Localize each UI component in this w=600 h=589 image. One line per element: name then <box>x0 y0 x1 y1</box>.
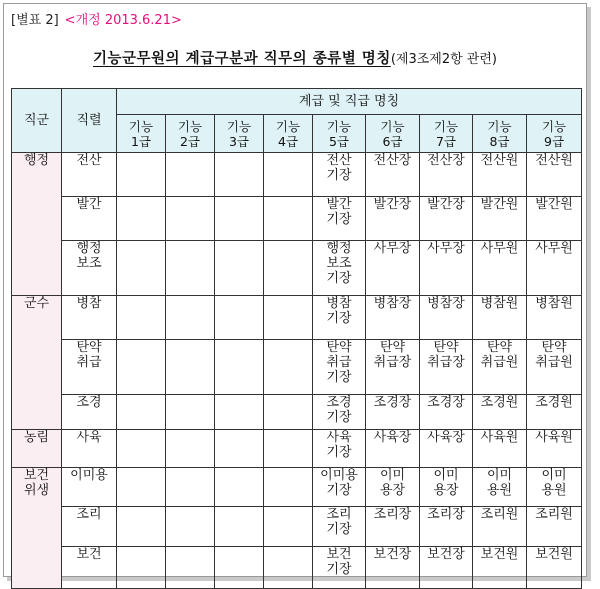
rank-line: 보건 <box>76 547 102 562</box>
grade-7-line: 탄약 <box>433 340 459 355</box>
empty-grade-cell <box>264 197 313 241</box>
category-line: 군수 <box>23 296 50 311</box>
grade-9-cell <box>527 507 582 547</box>
header-grade-5 <box>313 115 366 153</box>
grade-9-line: 보건원 <box>535 547 573 562</box>
grade-8-line: 취급원 <box>480 355 519 370</box>
grade-8-cell <box>473 241 527 296</box>
category-line: 보건 <box>23 468 50 483</box>
table-row <box>12 296 582 340</box>
empty-grade-cell <box>264 507 313 547</box>
header-grade-3 <box>215 115 264 153</box>
empty-grade-cell <box>117 395 166 430</box>
grade-9-cell <box>527 241 582 296</box>
grade-9-cell <box>527 340 582 395</box>
grade-8-cell <box>473 296 527 340</box>
table-row <box>12 430 582 468</box>
rank-line: 취급 <box>76 355 102 370</box>
grade-5-line: 행정 <box>326 241 352 256</box>
grade-5-cell <box>313 507 366 547</box>
grade-2-line1: 기능 <box>177 118 203 134</box>
grade-8-line: 보건원 <box>480 547 519 562</box>
grade-6-line: 용장 <box>379 483 406 498</box>
grade-8-cell <box>473 340 527 395</box>
header-grade-6 <box>366 115 420 153</box>
grade-5-line: 사육 <box>326 430 352 445</box>
empty-grade-cell <box>215 197 264 241</box>
grade-9-cell <box>527 153 582 197</box>
rank-line: 행정 <box>76 241 102 256</box>
table-body <box>12 153 582 589</box>
empty-grade-cell <box>117 296 166 340</box>
rank-line: 발간 <box>76 197 102 212</box>
empty-grade-cell <box>166 547 215 589</box>
grade-6-line: 조리장 <box>373 507 412 522</box>
grade-7-line: 전산장 <box>427 153 465 168</box>
grade-6-line: 전산장 <box>373 153 412 168</box>
grade-9-line: 사육원 <box>535 430 573 445</box>
empty-grade-cell <box>215 430 264 468</box>
grade-7-line: 조리장 <box>427 507 465 522</box>
grade-5-line: 보조 <box>326 256 352 271</box>
grade-8-line: 조경원 <box>480 395 519 410</box>
rank-cell <box>62 340 117 395</box>
grade-6-cell <box>366 296 420 340</box>
rank-cell <box>62 547 117 589</box>
empty-grade-cell <box>117 547 166 589</box>
grade-7-line2: 7급 <box>435 133 457 149</box>
grade-7-cell <box>420 197 473 241</box>
grade-6-cell <box>366 430 420 468</box>
grade-9-line2: 9급 <box>544 133 565 149</box>
grade-9-line: 조경원 <box>535 395 573 410</box>
grade-3-line2: 3급 <box>228 133 250 149</box>
grade-7-cell <box>420 340 473 395</box>
grade-7-cell <box>420 507 473 547</box>
header-grade-2 <box>166 115 215 153</box>
grade-5-cell <box>313 197 366 241</box>
rank-cell <box>62 153 117 197</box>
grade-6-line2: 6급 <box>382 133 403 149</box>
grade-4-line1: 기능 <box>275 118 301 134</box>
rank-cell <box>62 468 117 507</box>
empty-grade-cell <box>166 153 215 197</box>
grade-8-line: 탄약 <box>486 340 513 355</box>
grade-5-line: 기장 <box>326 445 352 460</box>
grade-5-line: 기장 <box>326 370 352 385</box>
grade-7-cell <box>420 241 473 296</box>
grade-7-cell <box>420 395 473 430</box>
empty-grade-cell <box>117 153 166 197</box>
rank-cell <box>62 395 117 430</box>
rank-cell <box>62 430 117 468</box>
rank-line: 탄약 <box>76 340 102 355</box>
table-row <box>12 547 582 589</box>
empty-grade-cell <box>117 507 166 547</box>
rank-line: 보조 <box>76 256 102 271</box>
grade-9-cell <box>527 197 582 241</box>
grade-5-line1: 기능 <box>326 118 352 134</box>
grade-5-line: 병참 <box>326 296 352 311</box>
grade-8-line: 병참원 <box>480 296 519 311</box>
grade-7-cell <box>420 468 473 507</box>
grade-5-line: 기장 <box>326 483 352 498</box>
rank-line: 병참 <box>76 296 102 311</box>
header-rank: 직렬 <box>62 89 117 153</box>
grade-5-line: 보건 <box>326 547 352 562</box>
header-category: 직군 <box>12 89 62 153</box>
empty-grade-cell <box>166 197 215 241</box>
grade-5-cell <box>313 340 366 395</box>
attachment-header <box>11 9 182 28</box>
grade-3-line1: 기능 <box>226 118 252 134</box>
grade-7-line: 취급장 <box>427 355 465 370</box>
grade-8-line: 조리원 <box>480 507 519 522</box>
empty-grade-cell <box>215 468 264 507</box>
rank-cell <box>62 241 117 296</box>
grade-9-line: 사무원 <box>535 241 573 256</box>
grade-6-line: 조경장 <box>373 395 412 410</box>
grade-7-line: 보건장 <box>427 547 465 562</box>
grade-6-line: 탄약 <box>379 340 406 355</box>
rank-cell <box>62 296 117 340</box>
empty-grade-cell <box>264 153 313 197</box>
grade-5-line: 기장 <box>326 410 352 425</box>
rank-line: 이미용 <box>70 468 108 483</box>
table-row <box>12 241 582 296</box>
empty-grade-cell <box>264 468 313 507</box>
grade-6-cell <box>366 507 420 547</box>
empty-grade-cell <box>215 340 264 395</box>
empty-grade-cell <box>166 395 215 430</box>
grade-7-line: 사육장 <box>427 430 465 445</box>
grade-1-line1: 기능 <box>128 118 154 134</box>
grade-5-line2: 5급 <box>328 133 350 149</box>
grade-9-line: 병참원 <box>535 296 573 311</box>
grade-7-line1: 기능 <box>433 118 459 134</box>
grade-8-line2: 8급 <box>489 133 510 149</box>
grade-9-cell <box>527 296 582 340</box>
grade-6-cell <box>366 153 420 197</box>
grade-8-line: 이미 <box>486 468 513 483</box>
grade-9-line: 용원 <box>541 483 567 498</box>
grade-6-cell <box>366 340 420 395</box>
empty-grade-cell <box>215 241 264 296</box>
grade-6-cell <box>366 468 420 507</box>
table-row <box>12 468 582 507</box>
rank-line: 사육 <box>76 430 102 445</box>
empty-grade-cell <box>166 468 215 507</box>
rank-line: 조리 <box>76 507 102 522</box>
grade-8-line: 사무원 <box>480 241 519 256</box>
category-cell <box>12 430 62 468</box>
empty-grade-cell <box>264 340 313 395</box>
revision-note: <개정 2013.6.21> <box>64 13 182 28</box>
grade-9-line: 조리원 <box>535 507 573 522</box>
grade-7-line: 용장 <box>433 483 459 498</box>
table-row <box>12 340 582 395</box>
grade-8-line: 전산원 <box>480 153 519 168</box>
title-text: 기능군무원의 계급구분과 직무의 종류별 명칭 <box>93 51 391 67</box>
grade-5-line: 기장 <box>326 271 352 286</box>
grade-6-cell <box>366 395 420 430</box>
grade-5-line: 탄약 <box>326 340 352 355</box>
category-line: 행정 <box>23 153 50 168</box>
header-grade-4 <box>264 115 313 153</box>
grade-7-line: 발간장 <box>427 197 465 212</box>
grade-table <box>11 88 582 589</box>
grade-9-line: 발간원 <box>535 197 573 212</box>
grade-8-cell <box>473 507 527 547</box>
grade-5-cell <box>313 153 366 197</box>
empty-grade-cell <box>264 430 313 468</box>
category-cell <box>12 296 62 430</box>
grade-6-cell <box>366 241 420 296</box>
empty-grade-cell <box>117 430 166 468</box>
table-row <box>12 507 582 547</box>
grade-5-cell <box>313 547 366 589</box>
grade-5-line: 조경 <box>326 395 352 410</box>
grade-5-line: 이미용 <box>320 468 358 483</box>
grade-9-line: 탄약 <box>541 340 567 355</box>
grade-6-line: 사육장 <box>373 430 412 445</box>
grade-5-line: 기장 <box>326 522 352 537</box>
header-grade-group: 계급 및 직급 명칭 <box>117 89 582 115</box>
category-cell <box>12 468 62 589</box>
grade-6-line1: 기능 <box>380 118 405 134</box>
empty-grade-cell <box>264 395 313 430</box>
grade-5-line: 발간 <box>326 197 352 212</box>
grade-8-cell <box>473 468 527 507</box>
grade-9-cell <box>527 395 582 430</box>
grade-9-cell <box>527 430 582 468</box>
empty-grade-cell <box>215 507 264 547</box>
grade-5-line: 기장 <box>326 562 352 577</box>
grade-5-line: 취급 <box>326 355 352 370</box>
empty-grade-cell <box>117 340 166 395</box>
table-row <box>12 395 582 430</box>
grade-8-line: 발간원 <box>480 197 519 212</box>
grade-5-line: 기장 <box>326 212 352 227</box>
empty-grade-cell <box>117 241 166 296</box>
grade-5-cell <box>313 468 366 507</box>
rank-cell <box>62 507 117 547</box>
empty-grade-cell <box>264 547 313 589</box>
empty-grade-cell <box>166 340 215 395</box>
grade-5-cell <box>313 430 366 468</box>
grade-2-line2: 2급 <box>179 133 201 149</box>
rank-line: 전산 <box>76 153 102 168</box>
grade-7-line: 조경장 <box>427 395 465 410</box>
grade-6-line: 발간장 <box>373 197 412 212</box>
grade-5-cell <box>313 296 366 340</box>
grade-9-line: 전산원 <box>535 153 573 168</box>
header-grade-7 <box>420 115 473 153</box>
grade-8-cell <box>473 153 527 197</box>
grade-7-line: 사무장 <box>427 241 465 256</box>
grade-5-line: 전산 <box>326 153 352 168</box>
empty-grade-cell <box>215 153 264 197</box>
grade-9-line: 취급원 <box>535 355 573 370</box>
grade-8-cell <box>473 197 527 241</box>
grade-8-cell <box>473 547 527 589</box>
grade-9-cell <box>527 547 582 589</box>
empty-grade-cell <box>264 241 313 296</box>
grade-9-cell <box>527 468 582 507</box>
grade-9-line1: 기능 <box>541 118 567 134</box>
grade-6-cell <box>366 547 420 589</box>
empty-grade-cell <box>264 296 313 340</box>
grade-8-cell <box>473 430 527 468</box>
category-line: 위생 <box>23 483 50 498</box>
grade-7-cell <box>420 153 473 197</box>
grade-5-line: 기장 <box>326 311 352 326</box>
attachment-label: [별표 2] <box>11 13 59 28</box>
grade-4-line2: 4급 <box>277 133 299 149</box>
grade-8-line: 사육원 <box>480 430 519 445</box>
title-note: (제3조제2항 관련) <box>390 52 497 67</box>
grade-8-cell <box>473 395 527 430</box>
empty-grade-cell <box>215 547 264 589</box>
grade-7-cell <box>420 430 473 468</box>
grade-6-line: 사무장 <box>373 241 412 256</box>
table-row <box>12 153 582 197</box>
grade-7-cell <box>420 296 473 340</box>
empty-grade-cell <box>166 507 215 547</box>
category-cell <box>12 153 62 296</box>
empty-grade-cell <box>166 430 215 468</box>
empty-grade-cell <box>166 241 215 296</box>
empty-grade-cell <box>215 395 264 430</box>
grade-7-line: 이미 <box>433 468 459 483</box>
empty-grade-cell <box>117 197 166 241</box>
grade-9-line: 이미 <box>541 468 567 483</box>
grade-6-line: 보건장 <box>373 547 412 562</box>
header-grade-9 <box>527 115 582 153</box>
grade-6-line: 병참장 <box>373 296 412 311</box>
grade-7-cell <box>420 547 473 589</box>
table-row <box>12 197 582 241</box>
grade-5-line: 조리 <box>326 507 352 522</box>
header-grade-1 <box>117 115 166 153</box>
grade-6-cell <box>366 197 420 241</box>
empty-grade-cell <box>215 296 264 340</box>
rank-cell <box>62 197 117 241</box>
grade-6-line: 이미 <box>379 468 406 483</box>
grade-5-cell <box>313 241 366 296</box>
grade-1-line2: 1급 <box>130 133 152 149</box>
empty-grade-cell <box>117 468 166 507</box>
grade-5-cell <box>313 395 366 430</box>
grade-5-line: 기장 <box>326 168 352 183</box>
category-line: 농림 <box>23 430 50 445</box>
header-grade-8 <box>473 115 527 153</box>
grade-6-line: 취급장 <box>373 355 412 370</box>
rank-line: 조경 <box>76 395 102 410</box>
grade-7-line: 병참장 <box>427 296 465 311</box>
grade-8-line: 용원 <box>486 483 513 498</box>
grade-8-line1: 기능 <box>487 118 512 134</box>
empty-grade-cell <box>166 296 215 340</box>
document-title <box>4 47 586 68</box>
